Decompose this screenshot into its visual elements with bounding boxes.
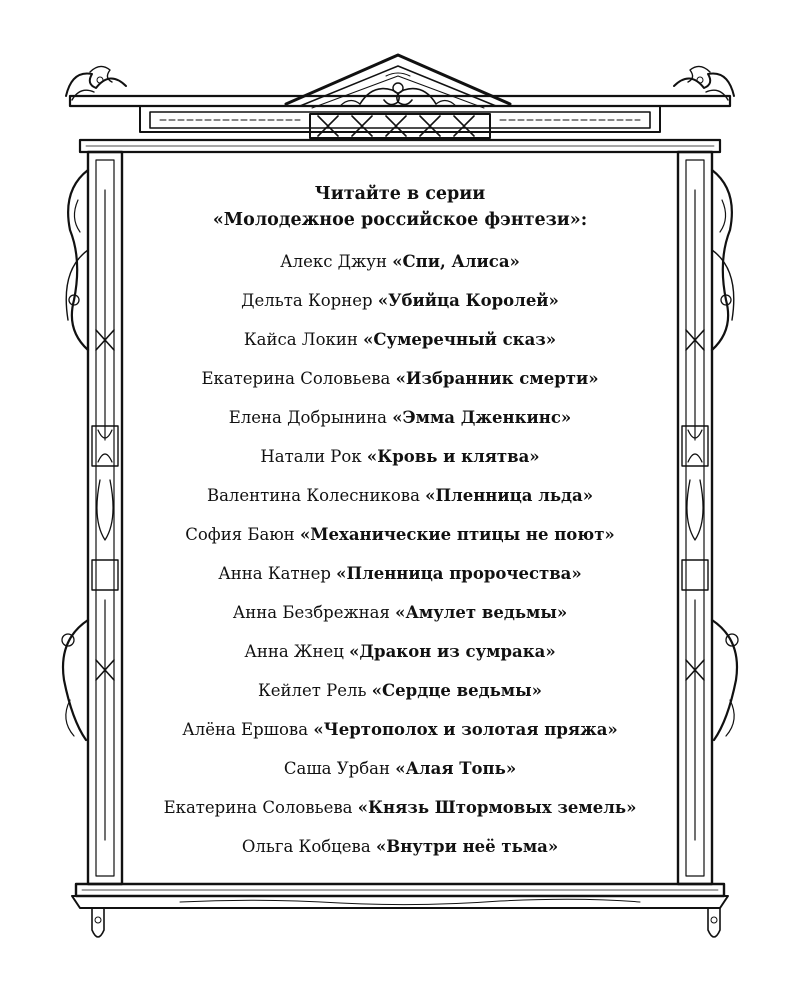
book-title: «Алая Топь» (395, 759, 517, 778)
book-title: «Механические птицы не поют» (299, 525, 615, 544)
book-author: Екатерина Соловьева (163, 798, 353, 817)
book-title: «Эмма Дженкинс» (392, 408, 572, 427)
book-title: «Кровь и клятва» (366, 447, 540, 466)
heading-line-2: «Молодежное российское фэнтези»: (212, 210, 588, 230)
book-author: Екатерина Соловьева (201, 369, 391, 388)
list-item (0, 525, 800, 564)
list-item (0, 447, 800, 486)
list-item (0, 798, 800, 837)
top-cornice (70, 96, 730, 152)
book-author: Дельта Корнер (241, 291, 373, 310)
series-heading (0, 181, 800, 233)
list-item (0, 837, 800, 876)
book-title: «Князь Штормовых земель» (357, 798, 637, 817)
book-author: Алекс Джун (280, 252, 387, 271)
book-list (0, 252, 800, 876)
list-item (0, 720, 800, 759)
list-item (0, 291, 800, 330)
list-item (0, 603, 800, 642)
pediment-ornament (286, 55, 510, 108)
book-title: «Амулет ведьмы» (395, 603, 568, 622)
book-author: Алёна Ершова (182, 720, 309, 739)
book-author: Кейлет Рель (258, 681, 367, 700)
book-author: Анна Жнец (244, 642, 344, 661)
book-author: Ольга Кобцева (241, 837, 371, 856)
book-author: Натали Рок (260, 447, 362, 466)
list-item (0, 759, 800, 798)
book-author: София Баюн (185, 525, 295, 544)
book-title: «Сумеречный сказ» (363, 330, 557, 349)
book-author: Анна Безбрежная (232, 603, 390, 622)
list-item (0, 642, 800, 681)
book-title: «Чертополох и золотая пряжа» (313, 720, 618, 739)
list-item (0, 681, 800, 720)
bottom-sill (72, 884, 728, 937)
book-title: «Внутри неё тьма» (375, 837, 559, 856)
book-title: «Избранник смерти» (395, 369, 599, 388)
book-author: Кайса Локин (243, 330, 358, 349)
book-title: «Спи, Алиса» (392, 252, 520, 271)
book-author: Анна Катнер (218, 564, 331, 583)
book-title: «Сердце ведьмы» (371, 681, 542, 700)
list-item (0, 564, 800, 603)
book-title: «Пленница льда» (425, 486, 594, 505)
list-item (0, 369, 800, 408)
book-title: «Убийца Королей» (377, 291, 559, 310)
list-item (0, 486, 800, 525)
book-author: Валентина Колесникова (206, 486, 420, 505)
heading-line-1: Читайте в серии (314, 184, 486, 204)
book-title: «Дракон из сумрака» (349, 642, 556, 661)
list-item (0, 408, 800, 447)
book-series-page (0, 181, 800, 876)
list-item (0, 330, 800, 369)
book-author: Елена Добрынина (228, 408, 387, 427)
book-title: «Пленница пророчества» (336, 564, 582, 583)
list-item (0, 252, 800, 291)
book-author: Саша Урбан (283, 759, 390, 778)
